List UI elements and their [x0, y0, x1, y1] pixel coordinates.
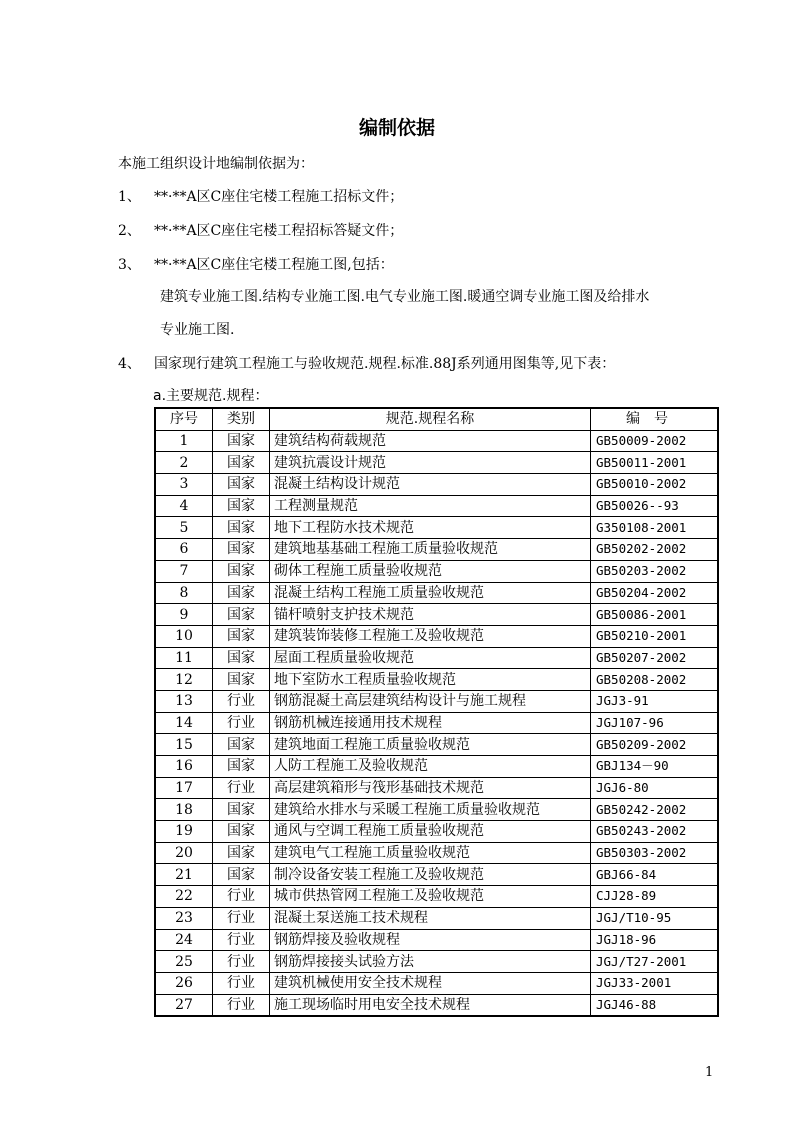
table-row	[155, 929, 718, 951]
list-item-number: 4、	[118, 356, 141, 372]
row-number: 24	[155, 929, 213, 951]
table-row	[155, 560, 718, 582]
table-row	[155, 604, 718, 626]
row-name: 地下工程防水技术规范	[270, 517, 591, 539]
list-item-number: 3、	[118, 257, 141, 273]
row-code: JGJ18-96	[591, 929, 719, 951]
row-name: 施工现场临时用电安全技术规程	[270, 994, 591, 1016]
row-code: GB50026--93	[591, 495, 719, 517]
list-item	[118, 353, 615, 373]
list-item-text: **·**A区C座住宅楼工程施工图,包括：	[154, 257, 394, 273]
list-item	[118, 254, 394, 274]
row-category: 行业	[213, 777, 270, 799]
row-code: JGJ46-88	[591, 994, 719, 1016]
intro-text: 本施工组织设计地编制依据为：	[118, 156, 314, 172]
row-category: 行业	[213, 972, 270, 994]
row-number: 26	[155, 972, 213, 994]
row-name: 人防工程施工及验收规范	[270, 756, 591, 778]
row-code: GB50209-2002	[591, 734, 719, 756]
row-name: 混凝土结构设计规范	[270, 474, 591, 496]
row-code: GB50011-2001	[591, 452, 719, 474]
list-item	[118, 220, 403, 240]
row-code: GB50242-2002	[591, 799, 719, 821]
table-row	[155, 842, 718, 864]
row-name: 通风与空调工程施工质量验收规范	[270, 821, 591, 843]
row-number: 10	[155, 625, 213, 647]
row-code: GBJ66-84	[591, 864, 719, 886]
table-row	[155, 625, 718, 647]
document-title: 编制依据	[358, 117, 435, 139]
row-category: 国家	[213, 539, 270, 561]
row-number: 18	[155, 799, 213, 821]
row-code: JGJ/T10-95	[591, 907, 719, 929]
row-category: 国家	[213, 604, 270, 626]
row-number: 14	[155, 712, 213, 734]
row-category: 国家	[213, 430, 270, 452]
row-code: GB50202-2002	[591, 539, 719, 561]
table-row	[155, 495, 718, 517]
table-row	[155, 539, 718, 561]
item3-detail-line1: 建筑专业施工图.结构专业施工图.电气专业施工图.暖通空调专业施工图及给排水	[160, 289, 650, 305]
row-name: 建筑地基基础工程施工质量验收规范	[270, 539, 591, 561]
header-code: 编号	[591, 408, 719, 430]
row-number: 1	[155, 430, 213, 452]
row-name: 混凝土结构工程施工质量验收规范	[270, 582, 591, 604]
row-name: 建筑电气工程施工质量验收规范	[270, 842, 591, 864]
row-code: GB50210-2001	[591, 625, 719, 647]
list-item-text: **·**A区C座住宅楼工程招标答疑文件；	[154, 223, 404, 239]
row-code: GBJ134－90	[591, 756, 719, 778]
row-name: 建筑装饰装修工程施工及验收规范	[270, 625, 591, 647]
row-code: JGJ33-2001	[591, 972, 719, 994]
row-category: 国家	[213, 799, 270, 821]
table-row	[155, 799, 718, 821]
row-category: 国家	[213, 669, 270, 691]
row-code: GB50208-2002	[591, 669, 719, 691]
row-number: 21	[155, 864, 213, 886]
table-row	[155, 430, 718, 452]
row-number: 4	[155, 495, 213, 517]
page-number: 1	[705, 1065, 714, 1080]
row-name: 钢筋混凝土高层建筑结构设计与施工规程	[270, 690, 591, 712]
list-item-text: **·**A区C座住宅楼工程施工招标文件；	[154, 189, 404, 205]
row-code: JGJ6-80	[591, 777, 719, 799]
table-row	[155, 821, 718, 843]
row-number: 8	[155, 582, 213, 604]
row-number: 17	[155, 777, 213, 799]
row-code: GB50204-2002	[591, 582, 719, 604]
row-name: 地下室防水工程质量验收规范	[270, 669, 591, 691]
row-name: 建筑给水排水与采暖工程施工质量验收规范	[270, 799, 591, 821]
row-code: JGJ107-96	[591, 712, 719, 734]
row-number: 9	[155, 604, 213, 626]
header-category: 类别	[213, 408, 270, 430]
row-number: 6	[155, 539, 213, 561]
row-number: 27	[155, 994, 213, 1016]
table-row	[155, 907, 718, 929]
table-row	[155, 886, 718, 908]
table-row	[155, 864, 718, 886]
row-name: 砌体工程施工质量验收规范	[270, 560, 591, 582]
row-code: GB50207-2002	[591, 647, 719, 669]
row-name: 钢筋焊接及验收规程	[270, 929, 591, 951]
row-number: 11	[155, 647, 213, 669]
row-name: 混凝土泵送施工技术规程	[270, 907, 591, 929]
row-code: GB50303-2002	[591, 842, 719, 864]
table-row	[155, 669, 718, 691]
row-code: JGJ3-91	[591, 690, 719, 712]
row-category: 行业	[213, 690, 270, 712]
table-row	[155, 734, 718, 756]
row-name: 钢筋机械连接通用技术规程	[270, 712, 591, 734]
row-code: GB50010-2002	[591, 474, 719, 496]
list-item	[118, 186, 403, 206]
row-category: 国家	[213, 560, 270, 582]
table-row	[155, 994, 718, 1016]
table-row	[155, 690, 718, 712]
row-category: 行业	[213, 929, 270, 951]
table-header-row	[155, 408, 718, 430]
row-category: 行业	[213, 994, 270, 1016]
table-row	[155, 951, 718, 973]
table-row	[155, 452, 718, 474]
row-category: 行业	[213, 907, 270, 929]
table-row	[155, 517, 718, 539]
row-name: 建筑结构荷载规范	[270, 430, 591, 452]
row-category: 国家	[213, 734, 270, 756]
row-category: 国家	[213, 582, 270, 604]
list-item-number: 1、	[118, 189, 141, 205]
row-number: 22	[155, 886, 213, 908]
row-name: 制冷设备安装工程施工及验收规范	[270, 864, 591, 886]
row-category: 国家	[213, 495, 270, 517]
table-row	[155, 712, 718, 734]
table-row	[155, 582, 718, 604]
table-row	[155, 474, 718, 496]
row-number: 7	[155, 560, 213, 582]
row-name: 锚杆喷射支护技术规范	[270, 604, 591, 626]
row-number: 3	[155, 474, 213, 496]
table-row	[155, 756, 718, 778]
row-code: CJJ28-89	[591, 886, 719, 908]
row-name: 建筑抗震设计规范	[270, 452, 591, 474]
row-category: 行业	[213, 951, 270, 973]
row-name: 工程测量规范	[270, 495, 591, 517]
item3-detail-line2: 专业施工图.	[160, 322, 235, 338]
list-item-number: 2、	[118, 223, 141, 239]
row-category: 国家	[213, 647, 270, 669]
row-number: 15	[155, 734, 213, 756]
header-name: 规范.规程名称	[270, 408, 591, 430]
list-item-text: 国家现行建筑工程施工与验收规范.规程.标准.88J系列通用图集等,见下表：	[154, 356, 616, 372]
row-number: 23	[155, 907, 213, 929]
row-number: 19	[155, 821, 213, 843]
header-number: 序号	[155, 408, 213, 430]
row-name: 高层建筑箱形与筏形基础技术规范	[270, 777, 591, 799]
standards-table	[154, 407, 719, 1017]
row-category: 国家	[213, 625, 270, 647]
table-row	[155, 647, 718, 669]
row-name: 城市供热管网工程施工及验收规范	[270, 886, 591, 908]
row-category: 国家	[213, 756, 270, 778]
row-category: 国家	[213, 517, 270, 539]
table-row	[155, 777, 718, 799]
row-category: 国家	[213, 842, 270, 864]
row-number: 12	[155, 669, 213, 691]
row-code: GB50203-2002	[591, 560, 719, 582]
row-category: 国家	[213, 864, 270, 886]
row-code: GB50086-2001	[591, 604, 719, 626]
row-number: 25	[155, 951, 213, 973]
row-category: 国家	[213, 452, 270, 474]
row-category: 行业	[213, 886, 270, 908]
row-number: 13	[155, 690, 213, 712]
row-category: 行业	[213, 712, 270, 734]
row-number: 5	[155, 517, 213, 539]
row-category: 国家	[213, 821, 270, 843]
row-name: 建筑机械使用安全技术规程	[270, 972, 591, 994]
row-code: JGJ/T27-2001	[591, 951, 719, 973]
row-name: 钢筋焊接接头试验方法	[270, 951, 591, 973]
row-code: GB50009-2002	[591, 430, 719, 452]
row-number: 2	[155, 452, 213, 474]
row-name: 建筑地面工程施工质量验收规范	[270, 734, 591, 756]
row-number: 16	[155, 756, 213, 778]
row-number: 20	[155, 842, 213, 864]
row-name: 屋面工程质量验收规范	[270, 647, 591, 669]
row-code: GB50243-2002	[591, 821, 719, 843]
row-category: 国家	[213, 474, 270, 496]
table-subheading: a.主要规范.规程：	[153, 388, 269, 404]
table-body	[155, 430, 718, 1016]
row-code: G350108-2001	[591, 517, 719, 539]
table-row	[155, 972, 718, 994]
